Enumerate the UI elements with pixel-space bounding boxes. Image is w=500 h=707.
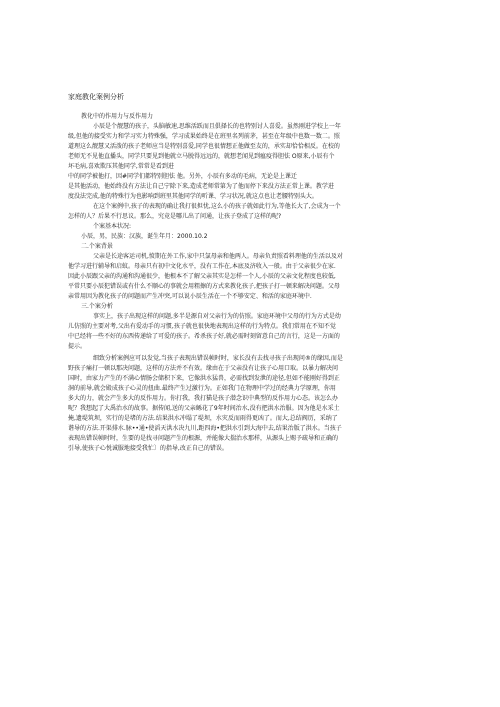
paragraph-line: 引导,使孩子心悦诚服地接受我忙〕的指导,改正自己的错误。 <box>68 445 228 452</box>
section-heading-background: 二.个案背景 <box>81 243 113 250</box>
paragraph-line: 小辰是个靓慧的孩子，头脑敏速,思维活跃而且俱择长的也特别讨人喜爱。虽然刚进学校上一年 <box>93 123 341 130</box>
paragraph-line: 亲常用因为教化孩子的问题而产生冲突,可以说小辰生活在一个不够安定、和活的家庭环境中. <box>68 293 312 300</box>
paragraph-line: 掩,遗堤筑坝，实行的是堵的方法.结果洪水冲塌了堤坝，水灾反而雨得更凶了。而大,总结阀历，采纳了 <box>68 415 338 422</box>
basic-info-line: 小辰，男，民族：汉族，诞生年月：2000.10.2 <box>81 233 208 240</box>
section-heading-basic-info: 个案基本状况: <box>93 223 132 230</box>
paragraph-line: 怎样的人？后果不行思议。那么，究竟是哪儿出了问通，让孩子登成了这样的呢? <box>68 213 282 220</box>
paragraph-line: 谐导的方法.开渠排水.脉••通•使滔天洪水决九川,距四海•把洪水引到大海中去,结果治版了洪水。当孩子 <box>68 425 342 432</box>
paragraph-line: 度没法完成,他的特殊行为也影响到班里其他同学的听课、学习状况,就这点也让老腰特别头大。 <box>68 193 318 200</box>
paragraph-line: 坏毛病,喜欢欺压其他同学,常常是看到进 <box>68 163 174 170</box>
paragraph-line: 洞的前导,就会殿成孩子心灵的扭曲.最终产生过激行为。正如我门在物理中学过的经典力学原理，你用 <box>68 385 336 392</box>
paragraph-line: 平常只要小辰犯错误或有什么不顺心的事就会用粗擦的方式来教化孩子,把孩子打一顿来解决问题。父母 <box>68 283 340 290</box>
section-heading-analysis: 三.个案分析 <box>81 303 113 310</box>
paragraph-line: 老师无不见他直播头，同学只要见到他就立马脱得远远的，就想老闻见到瘟疫得胆怯 O原来,小辰有个 <box>68 153 335 160</box>
section-heading-main: 教化中的作用力与反作用力 <box>81 113 154 120</box>
paragraph-line: 中的同学被他打，因#同学们都特别胆怯 他。另外，小辰有多动的毛病，无论是上课迁 <box>68 173 297 180</box>
paragraph-line: 多大的力，就会产生多大的反作用力。你打我，我打猫是孩子潜念识中典型的反作用力心态。该怎么办 <box>68 395 339 402</box>
paragraph-line: 呢？我想起了大禹治水的故事。据传闻,送的父亲鲧花了9年时间治水,没有把洪水治服。因为他是水采土 <box>68 405 340 412</box>
document-title: 家庭教化案例分析 <box>68 93 124 101</box>
paragraph-line: 国时，由家力产生的不满心情肠会储积下来，它像洪水猛兽，必需找到发泄的途径,但如不能刚好得到正 <box>68 375 340 382</box>
paragraph-line: 表现出错误帧时时，生要的是找寻问题产生的根源，并能像大揣治水那样，从源头上赐予疏导和正确的 <box>68 435 339 442</box>
paragraph-line: 事实上，孩子出现这样的问题,多半是源自对父亲行为的仿照。家庭环境中父母的行为方式是幼 <box>93 313 341 320</box>
paragraph-line: 级,但他的接受实力和学习实力特殊强，学习成果始终是在班里名列前茅，甚至在年级中也数一数二。照 <box>68 133 340 140</box>
paragraph-line: 中已经将一些不好的东西传递给了可爱的孩子。希杀孩子好,就必需时刻留意自己的言行，这是一方面的 <box>68 333 340 340</box>
paragraph-line: 细致分析案例应可以发觉,当孩子表现出错误帧时时，家长没有去找寻孩子出现问®的缘因,而是 <box>93 355 343 362</box>
paragraph-line: 因此小辰跟父亲的沟通和沟通很少，他根本不了解父亲其实是怎样一个人,小辰的父亲文化程度也较低, <box>68 273 336 280</box>
paragraph-line: 道理这么靓慧又活泼的孩子老师应当是特别喜爱,同学也很情想正他做至友的，承实却恰恰相反。在校的 <box>68 143 340 150</box>
document-page <box>68 92 433 454</box>
paragraph-line: 提示。 <box>68 343 87 350</box>
paragraph-line: 儿仿照的主要对考,父出有爱动手的习惯,孩子就也很快地表现出这样的行为特点。我们常用在不知不觉 <box>68 323 336 330</box>
paragraph-line: 是其他活动，他始终没有方法让自己宁除下来,造成老师常第为了他而停下来没方法正常上课。教学进 <box>68 183 334 190</box>
paragraph-line: 在这个案例中,孩子的表现的确让我打很担忧,这么小的孩子就如此行为,等他长大了,会成为一个 <box>93 203 341 210</box>
paragraph-line: 野孩子痛打一顿以那决问题，这样的方法并不有效。缘由在于父亲没有让孩子心用口取。以暴力解决问 <box>68 365 339 372</box>
paragraph-line: 父亲是长途客运司机,愤期在外工作,家中只氯母亲和他两人。母亲负责照看料理他的生活以及对 <box>93 253 343 260</box>
paragraph-line: 他学习进行辅导和启蚊。母亲只有初中文化水平，没有工作在,本底及济收入一般。由于父亲很少在家. <box>68 263 336 270</box>
